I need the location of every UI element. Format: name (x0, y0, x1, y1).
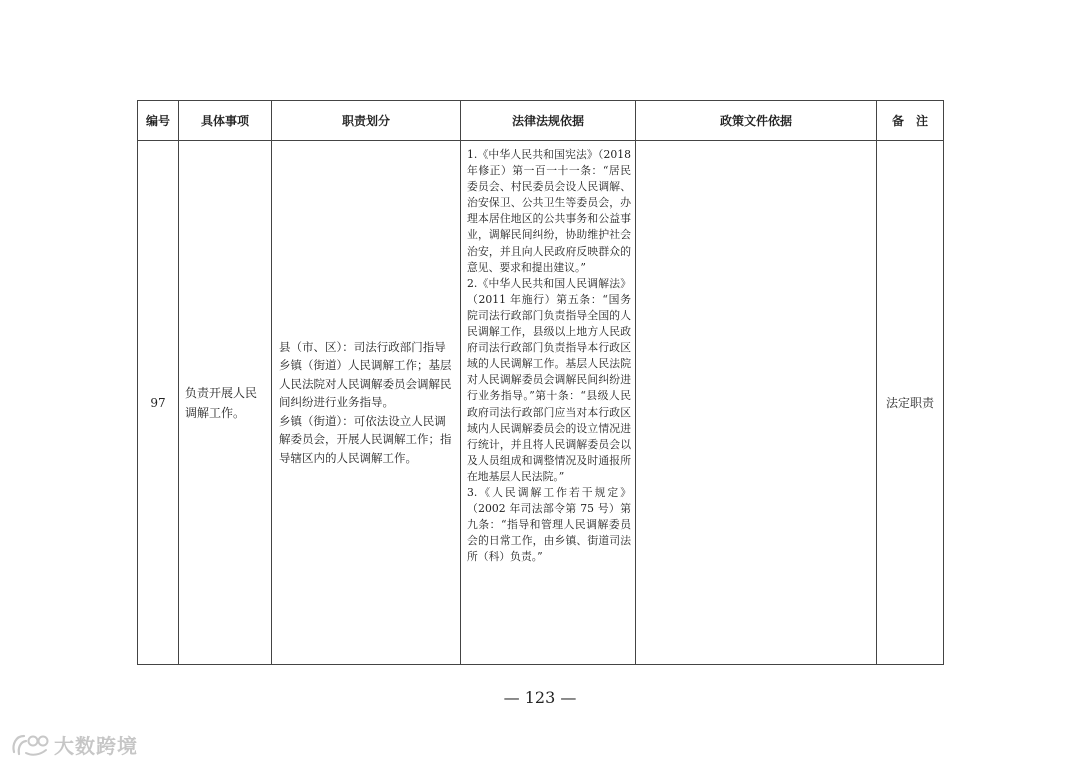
table-header-row (138, 101, 944, 141)
cell-law (461, 141, 636, 665)
watermark (10, 730, 138, 759)
duty-county: 县（市、区）：司法行政部门指导乡镇（街道）人民调解工作；基层人民法院对人民调解委员会调解民间纠纷进行业务指导。 (279, 339, 452, 410)
header-number: 编号 (138, 101, 179, 141)
law-mediation-act: 2.《中华人民共和国人民调解法》（2011 年施行）第五条：“国务院司法行政部门负责指导全国的人民调解工作，县级以上地方人民政府司法行政部门负责指导本行政区域的人民调解工作。基层人民法院对人民调解委员会调解民间纠纷进行业务指导。”第十条：“县级人民政府司法行政部门应当对本行政区域内人民调解委员会的设立情况进行统计，并且将人民调解委员会以及人员组成和调整情况及时通报所在地基层人民法院。” (467, 276, 631, 483)
header-policy: 政策文件依据 (636, 101, 877, 141)
duty-township: 乡镇（街道）：可依法设立人民调解委员会，开展人民调解工作；指导辖区内的人民调解工作。 (279, 413, 452, 465)
cell-item: 负责开展人民调解工作。 (179, 141, 272, 665)
header-note: 备 注 (877, 101, 944, 141)
cell-policy (636, 141, 877, 665)
duty-table (137, 100, 944, 665)
header-item: 具体事项 (179, 101, 272, 141)
cell-number: 97 (138, 141, 179, 665)
header-law: 法律法规依据 (461, 101, 636, 141)
watermark-logo-icon (10, 732, 50, 758)
table-row (138, 141, 944, 665)
cell-duty (272, 141, 461, 665)
page-number: — 123 — (503, 688, 577, 707)
law-mediation-rules: 3.《人民调解工作若干规定》（2002 年司法部令第 75 号）第九条：“指导和管理人民调解委员会的日常工作，由乡镇、街道司法所（科）负责。” (467, 485, 631, 564)
cell-note: 法定职责 (877, 141, 944, 665)
watermark-text: 大数跨境 (54, 734, 138, 758)
law-constitution: 1.《中华人民共和国宪法》（2018 年修正）第一百一十一条：“居民委员会、村民委员会设人民调解、治安保卫、公共卫生等委员会，办理本居住地区的公共事务和公益事业，调解民间纠纷，协助维护社会治安，并且向人民政府反映群众的意见、要求和提出建议。” (467, 148, 631, 274)
header-duty: 职责划分 (272, 101, 461, 141)
